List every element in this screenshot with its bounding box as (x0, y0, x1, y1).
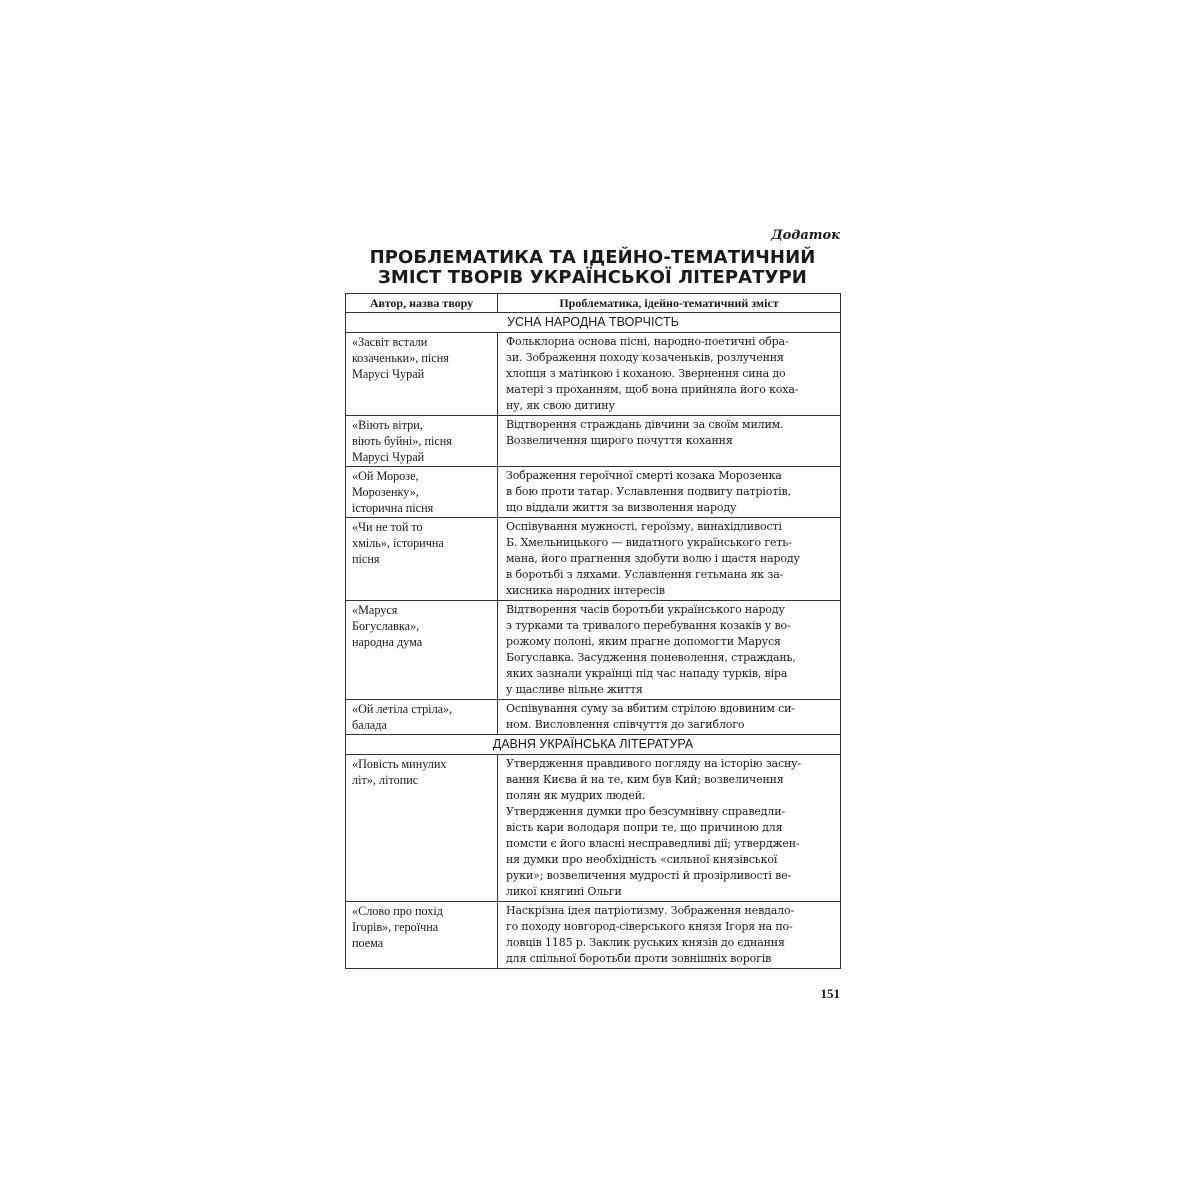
content-line: Оспівування суму за вбитим стрілою вдовиним си- (506, 702, 795, 715)
work-cell (346, 700, 498, 735)
work-title-line: «Ой Морозе, (352, 469, 419, 483)
work-title-line: історична пісня (352, 501, 434, 515)
content-cell (498, 601, 841, 700)
work-title-line: «Чи не той то (352, 520, 423, 534)
table-row (346, 601, 841, 700)
content-cell (498, 518, 841, 601)
content-cell (498, 755, 841, 902)
content-cell (498, 902, 841, 969)
work-title-line: балада (352, 718, 387, 732)
work-title-line: «Засвіт встали (352, 335, 428, 349)
content-line: ном. Висловлення співчуття до загиблого (506, 718, 745, 731)
content-line: в бою проти татар. Уславлення подвигу патріотів, (506, 485, 791, 498)
work-cell (346, 467, 498, 518)
section-title: УСНА НАРОДНА ТВОРЧІСТЬ (346, 313, 841, 333)
content-line: Відтворення страждань дівчини за своїм милим. (506, 418, 784, 431)
content-line: помсти є його власні несправедливі дії; утверджен- (506, 837, 800, 850)
content-line: ловців 1185 р. Заклик руських князів до єднання (506, 936, 785, 949)
table-row (346, 333, 841, 416)
work-cell (346, 333, 498, 416)
content-line: полян як мудрих людей. (506, 789, 646, 802)
content-line: Фольклорна основа пісні, народно-поетичні обра- (506, 335, 789, 348)
content-line: мана, його прагнення здобути волю і щастя народу (506, 552, 800, 565)
content-line: руки»; возвеличення мудрості й прозірливості ве- (506, 869, 792, 882)
work-title-line: віють буйні», пісня (352, 434, 452, 448)
table-row (346, 755, 841, 902)
content-line: вість кари володаря попри те, що причиною для (506, 821, 783, 834)
work-cell (346, 755, 498, 902)
table-row (346, 700, 841, 735)
content-line: яких зазнали українці під час нападу турків, віра (506, 667, 788, 680)
content-line: для спільної боротьби проти зовнішніх ворогів (506, 952, 772, 965)
page-title (345, 248, 840, 288)
content-cell (498, 700, 841, 735)
table-row (346, 518, 841, 601)
literature-table (345, 293, 841, 969)
work-cell (346, 902, 498, 969)
section-title: ДАВНЯ УКРАЇНСЬКА ЛІТЕРАТУРА (346, 735, 841, 755)
content-line: Наскрізна ідея патріотизму. Зображення невдало- (506, 904, 795, 917)
work-title-line: Марусі Чурай (352, 367, 425, 381)
content-line: вання Києва й на те, ким був Кий; возвеличення (506, 773, 784, 786)
content-line: Оспівування мужності, героїзму, винахідливості (506, 520, 782, 533)
header-content: Проблематика, ідейно-тематичний зміст (498, 294, 841, 313)
work-title-line: Богуславка», (352, 619, 420, 633)
content-cell (498, 333, 841, 416)
table-header-row (346, 294, 841, 313)
content-line: Утвердження правдивого погляду на історію засну- (506, 757, 802, 770)
content-line: ну, як свою дитину (506, 399, 615, 412)
content-line: Утвердження думки про безсумнівну справедли- (506, 805, 785, 818)
work-title-line: «Ой летіла стріла», (352, 702, 453, 716)
content-cell (498, 416, 841, 467)
header-work: Автор, назва твору (346, 294, 498, 313)
content-line: зи. Зображення походу козаченьків, розлучення (506, 351, 784, 364)
work-title-line: «Маруся (352, 603, 398, 617)
work-title-line: пісня (352, 552, 380, 566)
content-line: Зображення героїчної смерті козака Морозенка (506, 469, 782, 482)
content-line: в боротьбі з ляхами. Уславлення гетьмана як за- (506, 568, 784, 581)
work-title-line: Морозенку», (352, 485, 419, 499)
work-title-line: Марусі Чурай (352, 450, 425, 464)
work-title-line: «Віють вітри, (352, 418, 423, 432)
table-row (346, 902, 841, 969)
section-row (346, 735, 841, 755)
content-line: у щасливе вільне життя (506, 683, 643, 696)
content-cell (498, 467, 841, 518)
appendix-label: Додаток (771, 228, 840, 243)
book-page (345, 228, 840, 1001)
content-line: хисника народних інтересів (506, 584, 665, 597)
content-line: го походу новгород-сіверського князя Ігоря на по- (506, 920, 793, 933)
work-title-line: козаченьки», пісня (352, 351, 449, 365)
table-body (346, 313, 841, 969)
title-line: ПРОБЛЕМАТИКА ТА ІДЕЙНО-ТЕМАТИЧНИЙ (369, 247, 816, 268)
work-title-line: народна дума (352, 635, 423, 649)
work-cell (346, 601, 498, 700)
work-cell (346, 518, 498, 601)
table-row (346, 416, 841, 467)
work-title-line: «Слово про похід (352, 904, 443, 918)
content-line: з турками та тривалого перебування козаків у во- (506, 619, 791, 632)
section-row (346, 313, 841, 333)
content-line: рожому полоні, яким прагне допомогти Маруся (506, 635, 781, 648)
content-line: Богуславка. Засудження поневолення, страждань, (506, 651, 796, 664)
title-line: ЗМІСТ ТВОРІВ УКРАЇНСЬКОЇ ЛІТЕРАТУРИ (378, 267, 807, 288)
work-cell (346, 416, 498, 467)
content-line: що віддали життя за визволення народу (506, 501, 737, 514)
content-line: хлопця з матінкою і коханою. Звернення сина до (506, 367, 786, 380)
content-line: Відтворення часів боротьби українського народу (506, 603, 785, 616)
work-title-line: хміль», історична (352, 536, 444, 550)
content-line: Б. Хмельницького — видатного українського геть- (506, 536, 792, 549)
page-number: 151 (820, 986, 840, 1001)
content-line: Возвеличення щирого почуття кохання (506, 434, 733, 447)
work-title-line: поема (352, 936, 384, 950)
work-title-line: «Повість минулих (352, 757, 447, 771)
table-row (346, 467, 841, 518)
content-line: ня думки про необхідність «сильної князівської (506, 853, 778, 866)
work-title-line: літ», літопис (352, 773, 419, 787)
content-line: матері з проханням, щоб вона прийняла його коха- (506, 383, 799, 396)
work-title-line: Ігорів», героїчна (352, 920, 439, 934)
content-line: ликої княгині Ольги (506, 885, 622, 898)
